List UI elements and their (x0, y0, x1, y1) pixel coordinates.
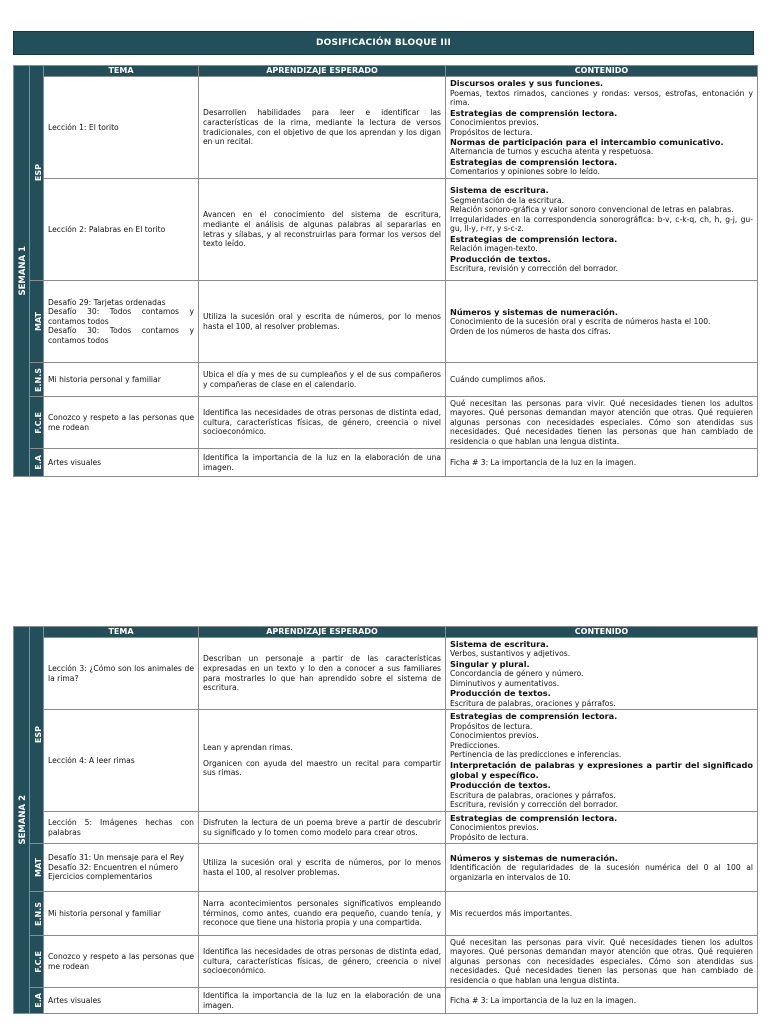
subject-mat-cell (30, 844, 44, 892)
contenido-line: Diminutivos y aumentativos. (450, 678, 560, 688)
tema-cell: Lección 2: Palabras en El torito (44, 179, 199, 281)
contenido-cell: Qué necesitan las personas para vivir. Qué necesidades tienen los adultos mayores. Qué personas demandan mayor atención que otras. Qué requieren algunas personas con necesidades especiales. Cómo son atendidas sus necesidades. Qué necesidades tienen las personas que han cambiado de residencia o que hablan una lengua distinta. (446, 397, 758, 449)
aprendizaje-cell: Describan un personaje a partir de las características expresadas en un texto y lo den a conocer a sus familiares para mostrarles lo que han aprendido sobre el sistema de escritura. (199, 638, 446, 710)
contenido-cell: Cuándo cumplimos años. (446, 363, 758, 397)
subject-ens-label: E.N.S (34, 367, 43, 392)
contenido-line: Propósito de lectura. (450, 832, 529, 842)
contenido-line: Identificación de regularidades de la sucesión numérica del 0 al 100 al organizarla en intervalos de 10. (450, 863, 753, 882)
tema-cell: Mi historia personal y familiar (44, 892, 199, 936)
aprendizaje-cell: Disfruten la lectura de un poema breve a partir de descubrir su significado y lo tomen como modelo para crear otros. (199, 812, 446, 844)
subject-ens-label: E.N.S (34, 901, 43, 926)
header-tema: TEMA (44, 627, 199, 638)
table-row (14, 638, 758, 710)
contenido-cell (446, 844, 758, 892)
subject-ens-cell (30, 363, 44, 397)
header-tema: TEMA (44, 66, 199, 77)
subject-esp-cell (30, 66, 44, 281)
contenido-line: Números y sistemas de numeración. (450, 852, 618, 863)
subject-ens-cell (30, 892, 44, 936)
tema-cell: Lección 3: ¿Cómo son los animales de la rima? (44, 638, 199, 710)
table-row (14, 281, 758, 363)
aprendizaje-cell: Ubica el día y mes de su cumpleaños y el de sus compañeros y compañeras de clase en el calendario. (199, 363, 446, 397)
tema-cell: Artes visuales (44, 988, 199, 1014)
contenido-cell (446, 638, 758, 710)
aprendizaje-cell (199, 710, 446, 812)
contenido-line: Poemas, textos rimados, canciones y rondas: versos, estrofas, entonación y rima. (450, 88, 753, 108)
contenido-line: Propósitos de lectura. (450, 127, 533, 137)
table-row (14, 812, 758, 844)
contenido-cell: Ficha # 3: La importancia de la luz en la imagen. (446, 988, 758, 1014)
week-label: SEMANA 2 (18, 795, 28, 845)
subject-mat-label: MAT (34, 858, 43, 878)
document-title: DOSIFICACIÓN BLOQUE III (13, 31, 754, 55)
contenido-line: Pertinencia de las predicciones e inferencias. (450, 750, 622, 760)
aprendizaje-cell: Identifica las necesidades de otras personas de distinta edad, cultura, características físicas, de género, creencia o nivel socioeconómico. (199, 397, 446, 449)
table-row (14, 363, 758, 397)
aprendizaje-cell: Utiliza la sucesión oral y escrita de números, por lo menos hasta el 100, al resolver problemas. (199, 281, 446, 363)
header-aprendizaje: APRENDIZAJE ESPERADO (199, 627, 446, 638)
aprendizaje-cell: Desarrollen habilidades para leer e identificar las características de la rima, mediante la lectura de versos tradicionales, con el objetivo de que los aprendan y los digan en un recital. (199, 77, 446, 179)
contenido-line: Números y sistemas de numeración. (450, 306, 618, 317)
contenido-line: Segmentación de la escritura. (450, 195, 565, 205)
table-row (14, 988, 758, 1014)
subject-esp-cell (30, 627, 44, 844)
subject-mat-cell (30, 281, 44, 363)
tema-cell: Mi historia personal y familiar (44, 363, 199, 397)
contenido-line: Alternancia de turnos y escucha atenta y respetuosa. (450, 147, 654, 157)
subject-fce-label: F.C.E (34, 950, 43, 973)
header-contenido: CONTENIDO (446, 66, 758, 77)
contenido-line: Propósitos de lectura. (450, 721, 533, 731)
contenido-line: Sistema de escritura. (450, 638, 549, 649)
week-2-table (13, 626, 758, 1014)
subject-ea-label: E.A (34, 455, 43, 470)
table-row (14, 892, 758, 936)
week-label-cell (14, 627, 30, 1014)
tema-cell: Conozco y respeto a las personas que me rodean (44, 936, 199, 988)
tema-line: Desafío 31: Un mensaje para el Rey (48, 853, 185, 863)
tema-cell: Lección 5: Imágenes hechas con palabras (44, 812, 199, 844)
aprendizaje-cell: Avancen en el conocimiento del sistema de escritura, mediante el análisis de algunas palabras al separarlas en letras y sílabas, y al reconstruirlas para formar los versos del texto leído. (199, 179, 446, 281)
contenido-line: Conocimiento de la sucesión oral y escrita de números hasta el 100. (450, 317, 711, 327)
contenido-cell (446, 281, 758, 363)
table-row (14, 179, 758, 281)
contenido-line: Conocimientos previos. (450, 118, 539, 128)
contenido-line: Escritura, revisión y corrección del borrador. (450, 800, 618, 810)
contenido-line: Sistema de escritura. (450, 185, 549, 196)
table-row (14, 77, 758, 179)
contenido-line: Estrategias de comprensión lectora. (450, 157, 618, 168)
week-1-table (13, 65, 758, 477)
contenido-cell: Qué necesitan las personas para vivir. Qué necesidades tienen los adultos mayores. Qué personas demandan mayor atención que otras. Qué requieren algunas personas con necesidades especiales. Cómo son atendidas sus necesidades. Qué necesidades tienen las personas que han cambiado de residencia o que hablan una lengua distinta. (446, 936, 758, 988)
week-2-block (13, 626, 757, 1014)
contenido-line: Conocimientos previos. (450, 823, 539, 833)
week-1-block (13, 65, 757, 477)
contenido-line: Escritura, revisión y corrección del borrador. (450, 264, 618, 274)
contenido-cell: Ficha # 3: La importancia de la luz en la imagen. (446, 449, 758, 477)
contenido-line: Relación sonoro-gráfica y valor sonoro convencional de letras en palabras. (450, 205, 734, 215)
subject-ea-label: E.A (34, 993, 43, 1008)
contenido-line: Producción de textos. (450, 780, 551, 791)
subject-ea-cell (30, 988, 44, 1014)
table-row (14, 936, 758, 988)
tema-line: Desafío 29: Tarjetas ordenadas (48, 297, 166, 307)
tema-cell (44, 281, 199, 363)
contenido-line: Conocimientos previos. (450, 731, 539, 741)
tema-line: Desafío 30: Todos contamos y contamos todos (48, 307, 194, 326)
subject-fce-cell (30, 936, 44, 988)
contenido-line: Estrategias de comprensión lectora. (450, 711, 618, 722)
contenido-line: Estrategias de comprensión lectora. (450, 107, 618, 118)
contenido-line: Discursos orales y sus funciones. (450, 78, 604, 89)
header-contenido: CONTENIDO (446, 627, 758, 638)
contenido-line: Escritura de palabras, oraciones y párrafos. (450, 698, 616, 708)
contenido-line: Predicciones. (450, 740, 500, 750)
aprendizaje-line: Lean y aprendan rimas. (203, 743, 293, 753)
contenido-line: Normas de participación para el intercambio comunicativo. (450, 137, 724, 148)
aprendizaje-cell: Utiliza la sucesión oral y escrita de números, por lo menos hasta el 100, al resolver problemas. (199, 844, 446, 892)
contenido-line: Producción de textos. (450, 688, 551, 699)
contenido-line: Orden de los números de hasta dos cifras. (450, 326, 611, 336)
contenido-cell (446, 179, 758, 281)
contenido-cell (446, 77, 758, 179)
subject-esp-label: ESP (34, 726, 43, 744)
contenido-line: Concordancia de género y número. (450, 669, 584, 679)
header-aprendizaje: APRENDIZAJE ESPERADO (199, 66, 446, 77)
contenido-line: Irregularidades en la correspondencia sonorográfica: b-v, c-k-q, ch, h, g-j, gu-gu, ll-y, r-rr, y s-c-z. (450, 214, 753, 234)
tema-line: Desafío 32: Encuentren el número (48, 862, 179, 872)
table-row (14, 397, 758, 449)
tema-cell: Artes visuales (44, 449, 199, 477)
contenido-cell (446, 710, 758, 812)
contenido-line: Interpretación de palabras y expresiones a partir del significado global y específico. (450, 759, 753, 781)
subject-mat-label: MAT (34, 312, 43, 332)
aprendizaje-cell: Identifica la importancia de la luz en la elaboración de una imagen. (199, 988, 446, 1014)
tema-line: Ejercicios complementarios (48, 872, 153, 882)
subject-fce-cell (30, 397, 44, 449)
tema-cell: Conozco y respeto a las personas que me rodean (44, 397, 199, 449)
contenido-line: Estrategias de comprensión lectora. (450, 233, 618, 244)
table-row (14, 844, 758, 892)
table-row (14, 710, 758, 812)
contenido-cell: Mis recuerdos más importantes. (446, 892, 758, 936)
aprendizaje-cell: Identifica la importancia de la luz en la elaboración de una imagen. (199, 449, 446, 477)
subject-fce-label: F.C.E (34, 411, 43, 434)
contenido-cell (446, 812, 758, 844)
contenido-line: Singular y plural. (450, 658, 530, 669)
contenido-line: Relación imagen-texto. (450, 244, 538, 254)
tema-cell (44, 844, 199, 892)
table-row (14, 449, 758, 477)
tema-cell: Lección 4: A leer rimas (44, 710, 199, 812)
contenido-line: Verbos, sustantivos y adjetivos. (450, 649, 571, 659)
contenido-line: Comentarios y opiniones sobre lo leído. (450, 167, 600, 177)
week-label-cell (14, 66, 30, 477)
contenido-line: Producción de textos. (450, 253, 551, 264)
subject-ea-cell (30, 449, 44, 477)
tema-line: Desafío 30: Todos contamos y contamos todos (48, 326, 194, 345)
contenido-line: Escritura de palabras, oraciones y párrafos. (450, 790, 616, 800)
aprendizaje-cell: Identifica las necesidades de otras personas de distinta edad, cultura, características físicas, de género, creencia o nivel socioeconómico. (199, 936, 446, 988)
tema-cell: Lección 1: El torito (44, 77, 199, 179)
aprendizaje-cell: Narra acontecimientos personales significativos empleando términos, como antes, cuando era pequeño, cuando tenía, y reconoce que tiene una historia propia y una compartida. (199, 892, 446, 936)
contenido-line: Estrategias de comprensión lectora. (450, 812, 618, 823)
aprendizaje-line: Organicen con ayuda del maestro un recital para compartir sus rimas. (203, 758, 441, 778)
week-label: SEMANA 1 (18, 246, 28, 296)
subject-esp-label: ESP (34, 164, 43, 182)
